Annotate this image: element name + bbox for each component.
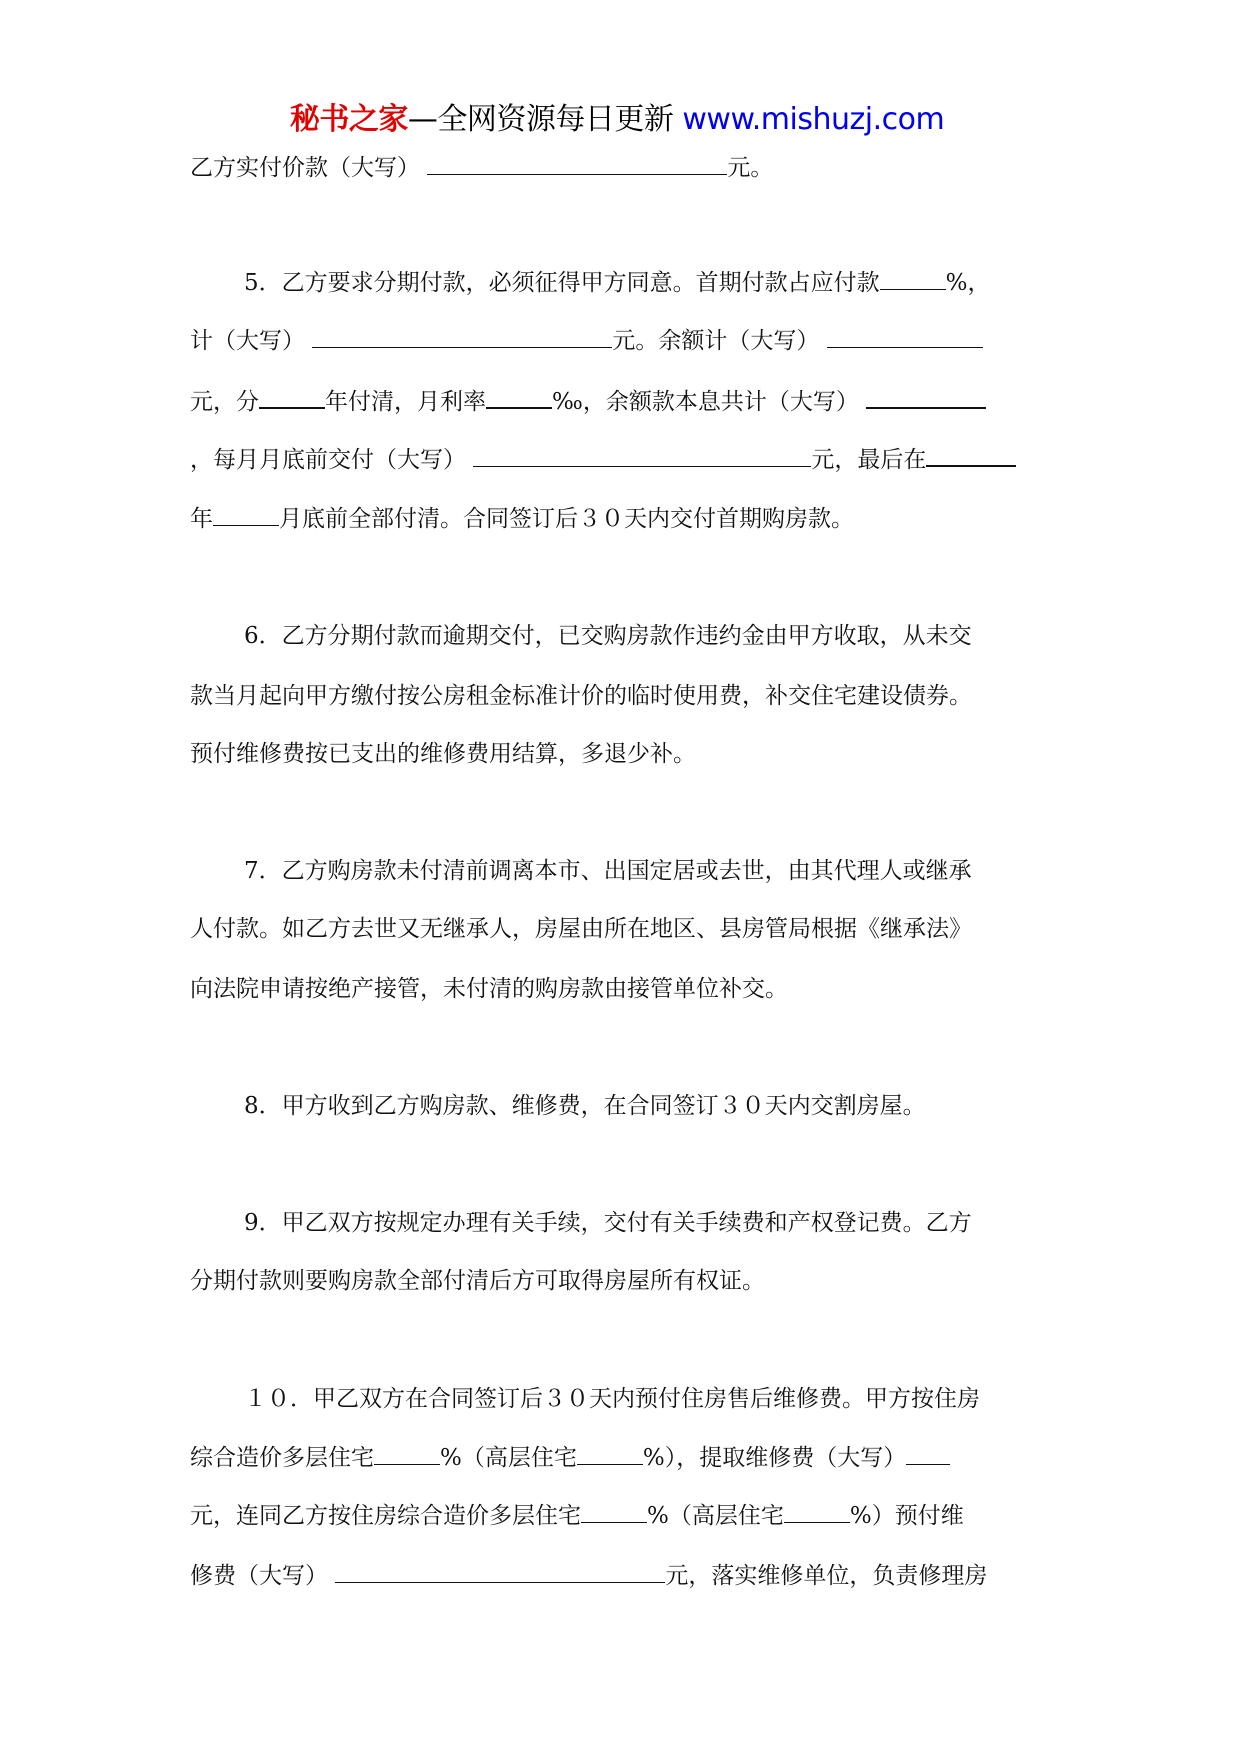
line-text: 预付维修费按已支出的维修费用结算，多退少补。	[190, 741, 696, 767]
line-text: 款当月起向甲方缴付按公房租金标准计价的临时使用费，补交住宅建设债券。	[190, 683, 972, 709]
fill-blank	[473, 444, 811, 467]
clause-6-line	[190, 738, 696, 770]
line-text: 月底前全部付清。合同签订后３０天内交付首期购房款。	[279, 506, 854, 532]
header-banner	[0, 98, 1234, 142]
line-text: 元。余额计（大写）	[612, 328, 820, 354]
line-text: 分期付款则要购房款全部付清后方可取得房屋所有权证。	[190, 1268, 765, 1294]
text-line	[190, 152, 773, 184]
fill-blank	[581, 1500, 647, 1523]
fill-blank	[577, 1442, 643, 1465]
fill-blank	[827, 325, 983, 348]
clause-10-line	[190, 1500, 964, 1532]
fill-blank	[486, 385, 552, 409]
line-text: %），提取维修费（大写）	[642, 1445, 907, 1471]
fill-blank	[427, 152, 727, 175]
fill-blank	[259, 385, 325, 409]
line-text: 8．甲方收到乙方购房款、维修费，在合同签订３０天内交割房屋。	[244, 1093, 926, 1119]
fill-blank	[213, 503, 279, 526]
line-text: 9．甲乙双方按规定办理有关手续，交付有关手续费和产权登记费。乙方	[244, 1210, 972, 1236]
line-text: ‰，余额款本息共计（大写）	[552, 389, 859, 415]
fill-blank	[784, 1500, 850, 1523]
line-text: 综合造价多层住宅	[190, 1445, 374, 1471]
line-text: %（高层住宅	[647, 1503, 784, 1529]
brand-name: 秘书之家	[289, 102, 408, 137]
clause-5-line	[244, 267, 991, 299]
line-text: %（高层住宅	[440, 1445, 577, 1471]
line-text: 修费（大写）	[190, 1563, 328, 1589]
clause-10-line	[244, 1383, 980, 1415]
line-text: ，每月月底前交付（大写）	[190, 447, 466, 473]
clause-6-line	[190, 680, 972, 712]
line-text: １０．甲乙双方在合同签订后３０天内预付住房售后维修费。甲方按住房	[244, 1386, 980, 1412]
line-text: 元，最后在	[811, 447, 927, 473]
fill-blank	[926, 443, 1016, 467]
fill-blank	[866, 385, 986, 409]
clause-9-line	[244, 1207, 972, 1239]
line-text: 5．乙方要求分期付款，必须征得甲方同意。首期付款占应付款	[244, 270, 880, 296]
line-text: 7．乙方购房款未付清前调离本市、出国定居或去世，由其代理人或继承	[244, 858, 972, 884]
line-text: 向法院申请按绝产接管，未付清的购房款由接管单位补交。	[190, 976, 788, 1002]
clause-5-line	[190, 443, 1016, 476]
clause-9-line	[190, 1265, 765, 1297]
line-text: 乙方实付价款（大写）	[190, 155, 420, 181]
line-text: 年付清，月利率	[325, 389, 486, 415]
clause-7-line	[190, 913, 972, 945]
line-text: 6．乙方分期付款而逾期交付，已交购房款作违约金由甲方收取，从未交	[244, 623, 972, 649]
clause-5-line	[190, 503, 854, 535]
clause-10-line	[190, 1560, 987, 1592]
fill-blank	[880, 267, 946, 290]
clause-7-line	[190, 973, 788, 1005]
clause-5-line	[190, 325, 983, 357]
line-text: 元，落实维修单位，负责修理房	[665, 1563, 988, 1589]
fill-blank	[312, 325, 612, 348]
line-text: %）预付维	[849, 1503, 964, 1529]
clause-6-line	[244, 620, 972, 652]
banner-slogan: —全网资源每日更新	[407, 102, 674, 137]
website-link[interactable]: www.mishuzj.com	[682, 102, 945, 137]
clause-7-line	[244, 855, 972, 887]
fill-blank	[374, 1442, 440, 1465]
line-text: 元，连同乙方按住房综合造价多层住宅	[190, 1503, 581, 1529]
line-text: %，	[945, 270, 991, 296]
line-text: 年	[190, 506, 213, 532]
line-text: 元。	[727, 155, 774, 181]
line-text: 元，分	[190, 389, 259, 415]
line-text: 人付款。如乙方去世又无继承人，房屋由所在地区、县房管局根据《继承法》	[190, 916, 972, 942]
clause-5-line	[190, 385, 986, 418]
fill-blank	[906, 1442, 950, 1465]
clause-8-line	[244, 1090, 926, 1122]
line-text: 计（大写）	[190, 328, 305, 354]
fill-blank	[335, 1560, 665, 1583]
clause-10-line	[190, 1442, 950, 1474]
